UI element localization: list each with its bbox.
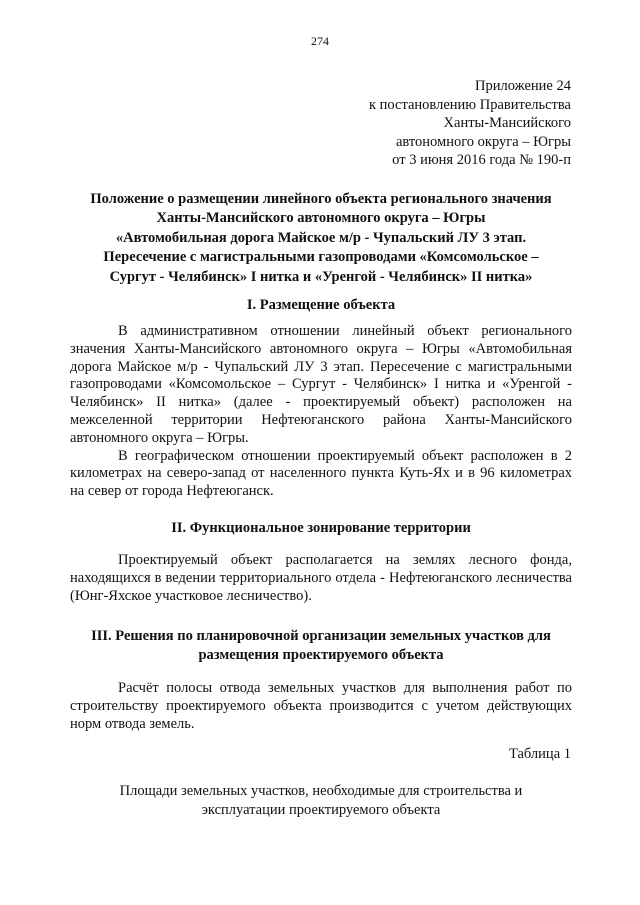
table-label: Таблица 1: [508, 746, 571, 762]
title-line: Положение о размещении линейного объекта регионального значения: [90, 191, 552, 207]
heading-line: размещения проектируемого объекта: [198, 647, 444, 663]
appendix-line: Приложение 24: [475, 78, 571, 94]
caption-line: эксплуатации проектируемого объекта: [201, 802, 441, 818]
section-1-body: [70, 323, 572, 501]
title-line: Пересечение с магистральными газопроводами «Комсомольское –: [103, 249, 539, 266]
caption-line: Площади земельных участков, необходимые для строительства и: [119, 783, 523, 799]
section-3-body: [70, 680, 572, 733]
document-title: [70, 190, 572, 287]
table-caption: [70, 782, 572, 820]
paragraph: В административном отношении линейный объект регионального значения Ханты-Мансийского автономного округа – Югры «Автомобильная дорога Майское м/р - Чупальский ЛУ 3 этап. Пересечение с магистральными газопроводами «Комсомольское – Сургут - Челябинск» I нитка и «Уренгой - Челябинск» II нитка» (далее - проектируемый объект) расположен на межселенной территории Нефтеюганского района Ханты-Мансийского автономного округа – Югры.: [70, 323, 572, 446]
heading-line: III. Решения по планировочной организации земельных участков для: [91, 628, 551, 644]
appendix-line: автономного округа – Югры: [395, 133, 571, 150]
paragraph: В географическом отношении проектируемый объект расположен в 2 километрах на северо-запад от населенного пункта Куть-Ях и в 96 километрах на север от города Нефтеюганск.: [70, 447, 572, 500]
appendix-line: от 3 июня 2016 года № 190-п: [392, 152, 571, 169]
section-2-heading: II. Функциональное зонирование территории: [171, 520, 471, 536]
section-2-body: [70, 552, 572, 605]
title-line: Сургут - Челябинск» I нитка и «Уренгой - Челябинск» II нитка»: [109, 268, 533, 285]
paragraph: Расчёт полосы отвода земельных участков для выполнения работ по строительству проектируемого объекта производится с учетом действующих норм отвода земель.: [70, 680, 572, 732]
section-3-heading: [70, 627, 572, 665]
title-line: «Автомобильная дорога Майское м/р - Чупальский ЛУ 3 этап.: [115, 229, 527, 246]
title-line: Ханты-Мансийского автономного округа – Югры: [156, 210, 486, 227]
appendix-line: Ханты-Мансийского: [443, 115, 571, 132]
page-number: 274: [311, 34, 329, 48]
appendix-line: к постановлению Правительства: [369, 96, 571, 113]
section-1-heading: I. Размещение объекта: [246, 297, 396, 313]
appendix-block: [369, 77, 571, 170]
paragraph: Проектируемый объект располагается на землях лесного фонда, находящихся в ведении территориального отдела - Нефтеюганского лесничества (Юнг-Яхское участковое лесничество).: [70, 552, 572, 604]
